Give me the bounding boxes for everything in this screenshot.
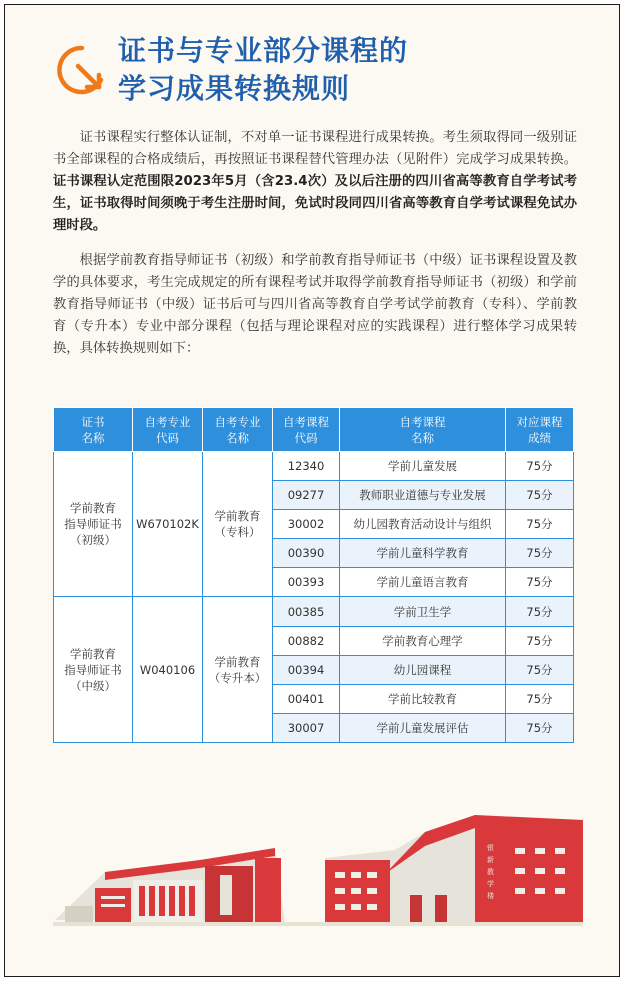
left-building	[55, 848, 285, 922]
course-name-cell: 学前儿童发展	[340, 452, 506, 481]
course-code-cell: 30007	[273, 713, 340, 742]
cert-name-cell: 学前教育 指导师证书 （中级）	[54, 597, 133, 743]
title-line-1: 证书与专业部分课程的	[118, 34, 409, 67]
course-code-cell: 09277	[273, 481, 340, 510]
table-row	[54, 452, 574, 481]
course-name-cell: 幼儿园教育活动设计与组织	[340, 510, 506, 539]
major-code-cell: W040106	[133, 597, 203, 743]
score-cell: 75分	[506, 684, 574, 713]
major-name-cell: 学前教育 （专科）	[203, 452, 273, 597]
score-cell: 75分	[506, 510, 574, 539]
major-code-cell: W670102K	[133, 452, 203, 597]
sign-char: 银	[487, 844, 494, 852]
course-name-cell: 学前比较教育	[340, 684, 506, 713]
score-cell: 75分	[506, 539, 574, 568]
table-row	[54, 597, 574, 626]
right-building	[325, 815, 583, 922]
arrow-circle-icon	[52, 42, 108, 98]
header-course-code: 自考课程 代码	[273, 408, 340, 452]
score-cell: 75分	[506, 568, 574, 597]
course-code-cell: 30002	[273, 510, 340, 539]
header-major-code: 自考专业 代码	[133, 408, 203, 452]
table-header-row	[54, 408, 574, 452]
paragraph-2: 根据学前教育指导师证书（初级）和学前教育指导师证书（中级）证书课程设置及教学的具体要求，考生完成规定的所有课程考试并取得学前教育指导师证书（初级）和学前教育指导师证书（中级）证书后可与四川省高等教育自学考试学前教育（专科）、学前教育（专升本）专业中部分课程（包括与理论课程对应的实践课程）进行整体学习成果转换，具体转换规则如下：	[53, 253, 577, 356]
cert-name-cell: 学前教育 指导师证书 （初级）	[54, 452, 133, 597]
score-cell: 75分	[506, 452, 574, 481]
header-course-name: 自考课程 名称	[340, 408, 506, 452]
course-name-cell: 学前儿童发展评估	[340, 713, 506, 742]
sign-char: 楼	[487, 892, 494, 900]
course-code-cell: 00394	[273, 655, 340, 684]
course-name-cell: 学前儿童语言教育	[340, 568, 506, 597]
course-name-cell: 学前卫生学	[340, 597, 506, 626]
course-code-cell: 00882	[273, 626, 340, 655]
course-code-cell: 00385	[273, 597, 340, 626]
score-cell: 75分	[506, 626, 574, 655]
course-name-cell: 幼儿园课程	[340, 655, 506, 684]
conversion-table	[53, 407, 573, 743]
sign-char: 教	[487, 868, 494, 876]
paragraph-1-normal: 证书课程实行整体认证制，不对单一证书课程进行成果转换。考生须取得同一级别证书全部课程的合格成绩后，再按照证书课程替代管理办法（见附件）完成学习成果转换。	[53, 130, 577, 167]
course-code-cell: 00390	[273, 539, 340, 568]
paragraph-1	[53, 127, 577, 237]
header-score: 对应课程 成绩	[506, 408, 574, 452]
header-major-name: 自考专业 名称	[203, 408, 273, 452]
course-code-cell: 00401	[273, 684, 340, 713]
header-cert-name: 证书 名称	[54, 408, 133, 452]
score-cell: 75分	[506, 655, 574, 684]
score-cell: 75分	[506, 713, 574, 742]
page-title	[118, 32, 408, 108]
title-line-2: 学习成果转换规则	[118, 72, 351, 105]
score-cell: 75分	[506, 481, 574, 510]
course-name-cell: 教师职业道德与专业发展	[340, 481, 506, 510]
paragraph-1-bold: 证书课程认定范围限2023年5月（含23.4次）及以后注册的四川省高等教育自学考试考生，证书取得时间须晚于考生注册时间，免试时段同四川省高等教育自学考试课程免试办理时段。	[53, 174, 577, 233]
score-cell: 75分	[506, 597, 574, 626]
course-code-cell: 00393	[273, 568, 340, 597]
sign-char: 学	[487, 880, 494, 888]
school-buildings-illustration	[5, 800, 619, 935]
course-name-cell: 学前儿童科学教育	[340, 539, 506, 568]
sign-char: 新	[487, 856, 494, 864]
course-name-cell: 学前教育心理学	[340, 626, 506, 655]
major-name-cell: 学前教育 （专升本）	[203, 597, 273, 743]
course-code-cell: 12340	[273, 452, 340, 481]
